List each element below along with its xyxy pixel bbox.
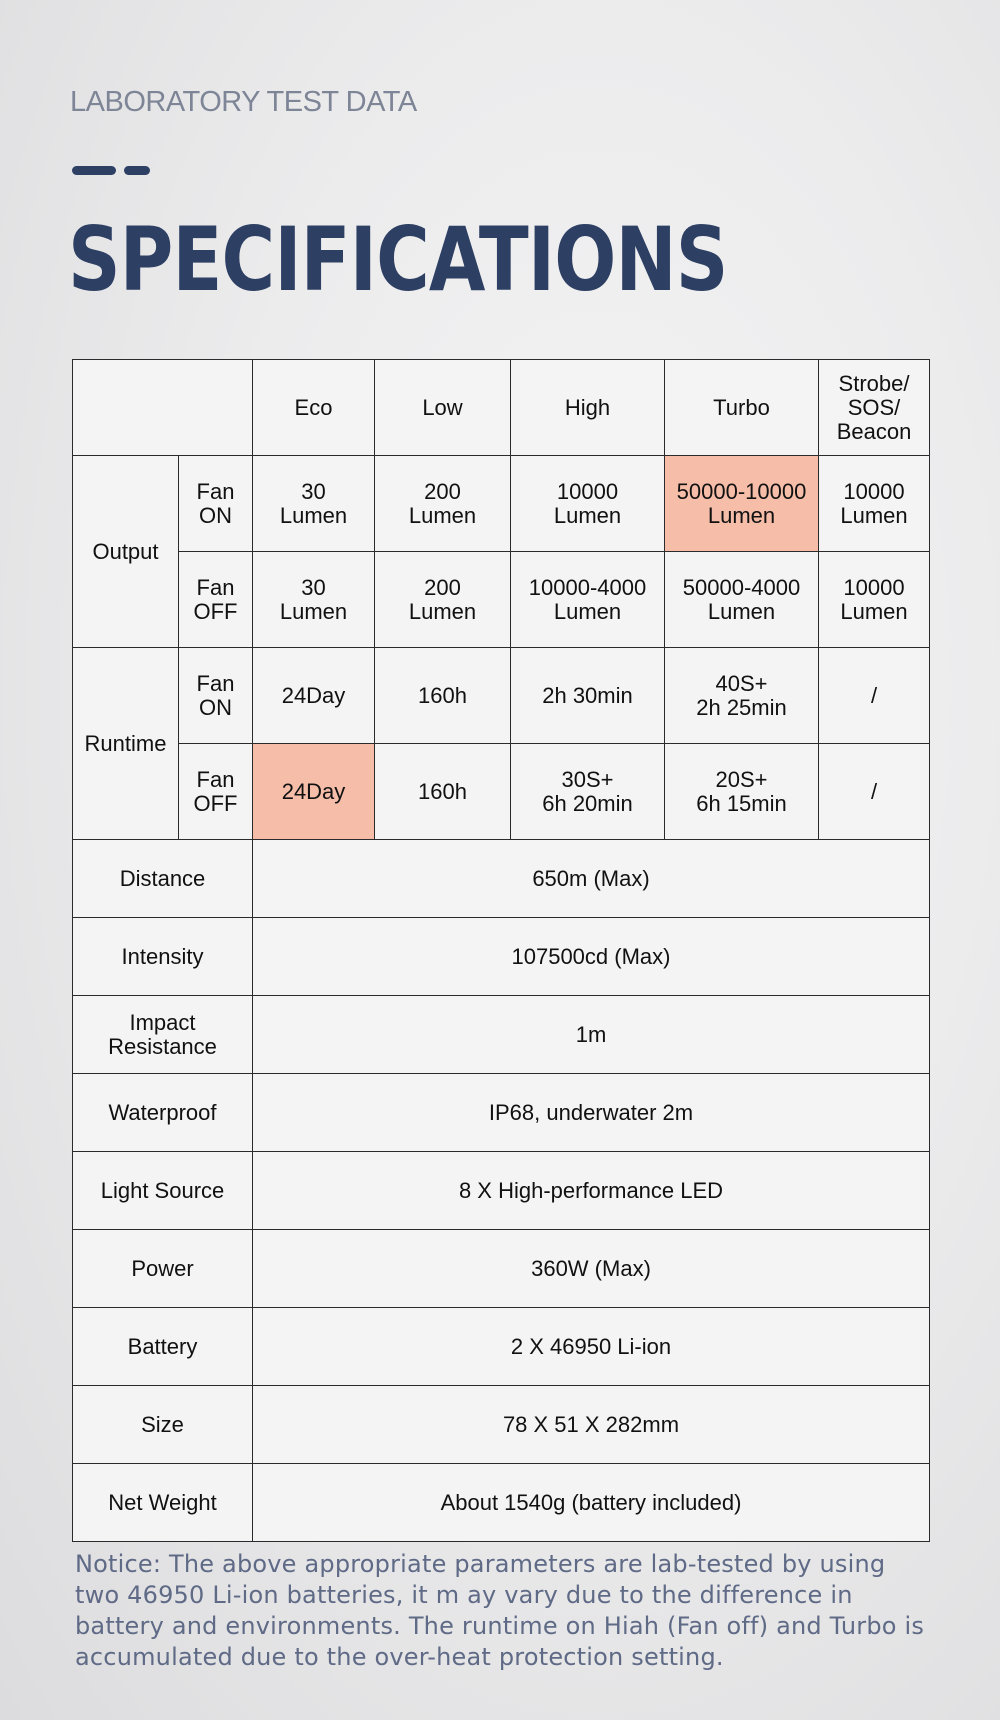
runtime-value-cell <box>253 648 375 744</box>
cell-text-line: / <box>870 778 878 804</box>
spec-row-light-source <box>73 1152 930 1230</box>
spec-label <box>73 918 253 996</box>
output-value-cell <box>375 552 511 648</box>
cell-text-line: 160h <box>418 778 467 804</box>
output-value-cell <box>511 552 665 648</box>
cell-text-line: Impact <box>129 1009 196 1035</box>
cell-text-line: 50000-10000 <box>676 478 807 504</box>
spec-label <box>73 996 253 1074</box>
cell-text-line: 2h 25min <box>696 694 787 720</box>
cell-text-line: About 1540g (battery included) <box>440 1489 742 1515</box>
cell-text-line: 8 X High-performance LED <box>458 1177 724 1203</box>
spec-value <box>253 1308 930 1386</box>
cell-text-line: OFF <box>193 790 238 816</box>
runtime-value-cell <box>511 744 665 840</box>
cell-text-line: Lumen <box>553 598 622 624</box>
output-value-cell-highlighted <box>665 456 819 552</box>
fan-state-cell <box>179 456 253 552</box>
spec-row-intensity <box>73 918 930 996</box>
cell-text-line: 2h 30min <box>542 682 633 708</box>
mode-header-eco <box>253 360 375 456</box>
cell-text-line: 30 <box>301 478 326 504</box>
cell-text-line: Battery <box>127 1333 198 1359</box>
header-corner-cell <box>73 360 253 456</box>
cell-text-line: 50000-4000 <box>682 574 801 600</box>
notice-text: Notice: The above appropriate parameters are lab-tested by using two 46950 Li-ion batteries, it m ay vary due to the difference in battery and environments. The runtime on Hiah (Fan off) and Turbo is accumulated due to the over-heat protection setting. <box>75 1550 925 1671</box>
cell-text-line: ON <box>199 502 232 528</box>
cell-text-line: Fan <box>196 670 235 696</box>
cell-text-line: 650m (Max) <box>532 865 650 891</box>
cell-text-line: Lumen <box>840 502 908 528</box>
runtime-value-cell <box>665 648 819 744</box>
cell-text-line: 10000 <box>843 478 905 504</box>
runtime-value-cell <box>665 744 819 840</box>
cell-text-line: Waterproof <box>108 1099 217 1125</box>
cell-text-line: Power <box>131 1255 194 1281</box>
spec-value <box>253 1074 930 1152</box>
cell-text-line: Strobe/ <box>838 370 910 396</box>
spec-label <box>73 1230 253 1308</box>
cell-text-line: 24Day <box>281 682 346 708</box>
output-label <box>73 456 179 648</box>
spec-row-distance <box>73 840 930 918</box>
cell-text-line: Fan <box>196 478 235 504</box>
cell-text-line: High <box>564 394 611 420</box>
runtime-value-cell <box>375 648 511 744</box>
fan-state-cell <box>179 648 253 744</box>
spec-row-waterproof <box>73 1074 930 1152</box>
cell-text-line: 30S+ <box>561 766 614 792</box>
spec-value <box>253 996 930 1074</box>
cell-text-line: 1m <box>575 1021 607 1047</box>
cell-text-line: OFF <box>193 598 238 624</box>
cell-text-line: Lumen <box>279 598 348 624</box>
output-value-cell <box>375 456 511 552</box>
eyebrow-label: LABORATORY TEST DATA <box>70 86 417 118</box>
spec-row-power <box>73 1230 930 1308</box>
cell-text-line: Lumen <box>279 502 348 528</box>
cell-text-line: 10000 <box>556 478 619 504</box>
cell-text-line: Distance <box>119 865 206 891</box>
cell-text-line: Lumen <box>408 598 477 624</box>
cell-text-line: Fan <box>196 574 235 600</box>
cell-text-line: Lumen <box>840 598 908 624</box>
cell-text-line: Output <box>92 538 159 564</box>
runtime-value-cell <box>819 648 930 744</box>
cell-text-line: 24Day <box>281 778 346 804</box>
cell-text-line: IP68, underwater 2m <box>488 1099 694 1125</box>
output-value-cell <box>819 552 930 648</box>
cell-text-line: Runtime <box>84 730 167 756</box>
output-value-cell <box>665 552 819 648</box>
cell-text-line: Low <box>422 394 463 420</box>
cell-text-line: Size <box>141 1411 184 1437</box>
spec-label <box>73 1308 253 1386</box>
mode-header-low <box>375 360 511 456</box>
cell-text-line: Resistance <box>108 1033 217 1059</box>
cell-text-line: 160h <box>418 682 467 708</box>
spec-value <box>253 1386 930 1464</box>
page-title: SPECIFICATIONS <box>68 208 728 311</box>
runtime-value-cell <box>375 744 511 840</box>
accent-dash <box>124 166 150 175</box>
spec-label <box>73 1386 253 1464</box>
runtime-value-cell <box>511 648 665 744</box>
mode-header-high <box>511 360 665 456</box>
spec-value <box>253 1152 930 1230</box>
cell-text-line: 2 X 46950 Li-ion <box>510 1333 672 1359</box>
cell-text-line: Net Weight <box>108 1489 217 1515</box>
cell-text-line: 6h 15min <box>696 790 787 816</box>
mode-header-strobe <box>819 360 930 456</box>
specifications-table <box>72 359 930 1542</box>
spec-row-battery <box>73 1308 930 1386</box>
cell-text-line: / <box>870 682 878 708</box>
cell-text-line: Light Source <box>100 1177 225 1203</box>
title-accent-dashes <box>72 166 150 175</box>
output-value-cell <box>253 552 375 648</box>
runtime-value-cell-highlighted <box>253 744 375 840</box>
spec-value <box>253 840 930 918</box>
cell-text-line: Lumen <box>707 502 776 528</box>
cell-text-line: Fan <box>196 766 235 792</box>
cell-text-line: SOS/ <box>847 394 901 420</box>
cell-text-line: Eco <box>294 394 333 420</box>
accent-dash <box>72 166 116 175</box>
cell-text-line: 360W (Max) <box>531 1255 651 1281</box>
mode-header-row <box>73 360 930 456</box>
spec-row-size <box>73 1386 930 1464</box>
cell-text-line: 10000-4000 <box>528 574 647 600</box>
cell-text-line: Beacon <box>836 418 912 444</box>
cell-text-line: Lumen <box>408 502 477 528</box>
spec-label <box>73 840 253 918</box>
cell-text-line: Turbo <box>713 394 770 420</box>
spec-row-impact-resistance <box>73 996 930 1074</box>
cell-text-line: Lumen <box>553 502 622 528</box>
cell-text-line: 30 <box>301 574 326 600</box>
cell-text-line: 40S+ <box>715 670 768 696</box>
cell-text-line: Intensity <box>121 943 204 969</box>
cell-text-line: 107500cd (Max) <box>511 943 671 969</box>
cell-text-line: 10000 <box>843 574 905 600</box>
spec-label <box>73 1464 253 1542</box>
output-fan-on-row <box>73 456 930 552</box>
cell-text-line: ON <box>199 694 232 720</box>
mode-header-turbo <box>665 360 819 456</box>
runtime-fan-off-row <box>73 744 930 840</box>
cell-text-line: 200 <box>424 478 461 504</box>
spec-label <box>73 1074 253 1152</box>
output-value-cell <box>253 456 375 552</box>
fan-state-cell <box>179 552 253 648</box>
spec-value <box>253 918 930 996</box>
runtime-fan-on-row <box>73 648 930 744</box>
cell-text-line: 20S+ <box>715 766 768 792</box>
spec-value <box>253 1464 930 1542</box>
cell-text-line: 200 <box>424 574 461 600</box>
spec-label <box>73 1152 253 1230</box>
runtime-label <box>73 648 179 840</box>
cell-text-line: 78 X 51 X 282mm <box>502 1411 680 1437</box>
cell-text-line: Lumen <box>707 598 776 624</box>
output-fan-off-row <box>73 552 930 648</box>
fan-state-cell <box>179 744 253 840</box>
output-value-cell <box>819 456 930 552</box>
cell-text-line: 6h 20min <box>542 790 633 816</box>
runtime-value-cell <box>819 744 930 840</box>
output-value-cell <box>511 456 665 552</box>
spec-value <box>253 1230 930 1308</box>
spec-row-net-weight <box>73 1464 930 1542</box>
